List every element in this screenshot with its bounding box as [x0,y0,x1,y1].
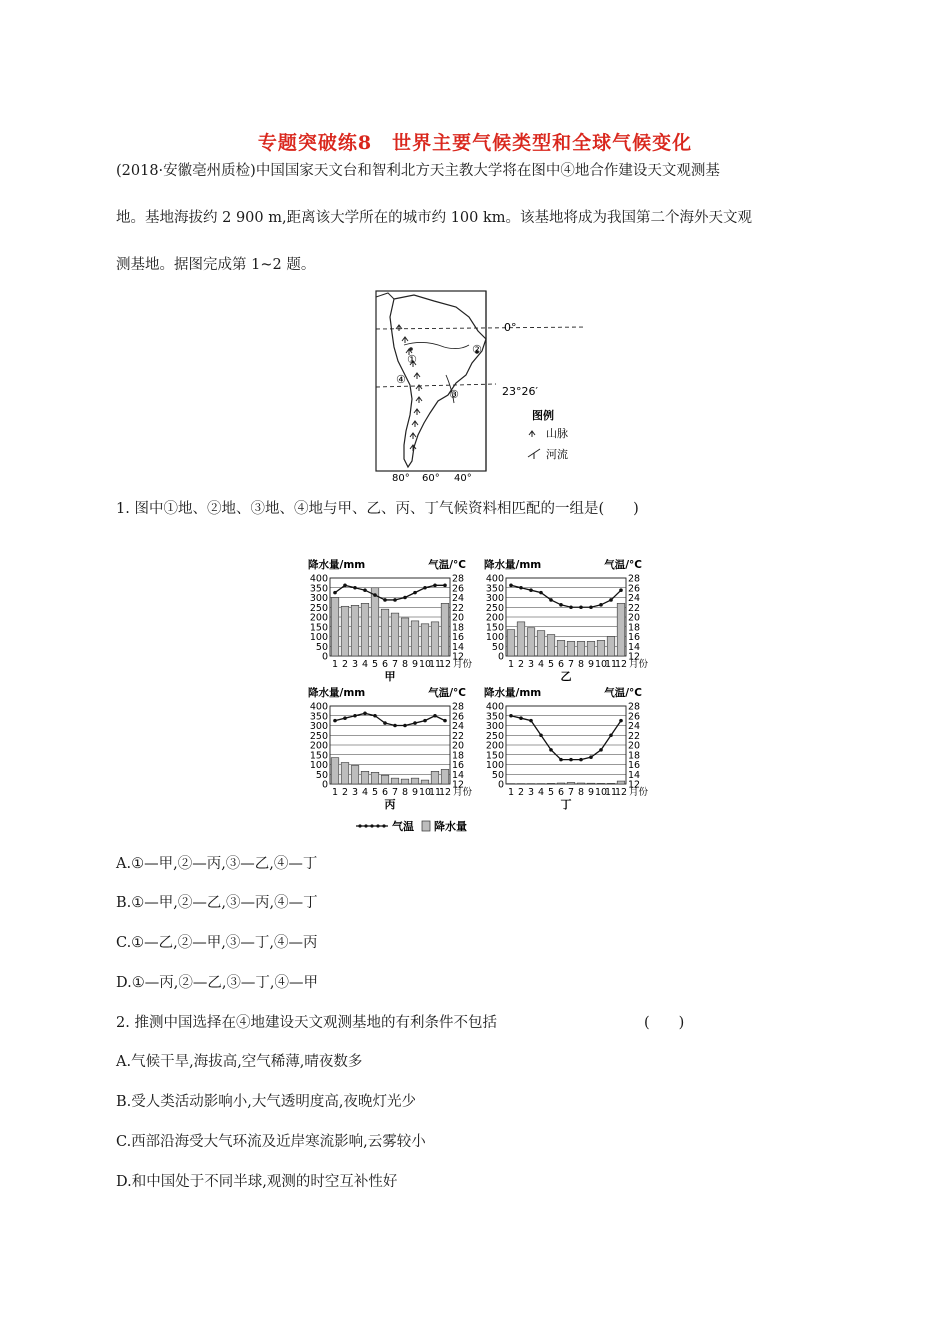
chart-name-3: 丁 [560,798,572,811]
precip-bar [441,603,449,656]
q2-option-b[interactable]: B.受人类活动影响小,大气透明度高,夜晚灯光少 [116,1094,416,1110]
chart-name-0: 甲 [384,670,396,683]
temp-tick: 26 [452,711,465,723]
month-label: 3 [351,659,359,670]
lon-60: 60° [422,473,440,484]
month-label: 1 [331,787,339,798]
month-label: 8 [401,787,409,798]
month-label: 2 [517,787,525,798]
month-label: 4 [361,787,369,798]
precip-tick: 150 [485,622,504,634]
precip-bar [567,641,575,656]
temp-point [433,584,437,588]
temp-point [519,716,523,720]
precip-tick: 0 [321,779,328,791]
temp-tick: 22 [452,602,465,614]
temp-point [333,591,337,595]
precip-bar [597,783,605,784]
point-2: ② [472,343,482,356]
temp-tick: 24 [452,721,465,732]
precip-tick: 0 [497,779,504,791]
temp-axis-title-3: 气温/°C [604,687,642,699]
precip-tick: 200 [309,612,328,624]
question-2-paren: ( ) [644,1015,685,1031]
temp-axis-title-1: 气温/°C [604,559,642,571]
month-label: 1 [331,659,339,670]
temp-point [363,712,367,716]
temp-point [579,758,583,762]
q2-option-d[interactable]: D.和中国处于不同半球,观测的时空互补性好 [116,1174,398,1190]
precip-tick: 200 [485,612,504,624]
month-label: 1 [507,787,515,798]
temp-tick: 16 [628,632,641,643]
month-unit-1: 月份 [629,659,649,670]
precip-bar [421,624,429,656]
temp-axis-title-2: 气温/°C [428,687,466,699]
precip-tick: 100 [485,632,504,643]
precip-bar [441,769,449,784]
month-label: 8 [577,787,585,798]
legend-mountain: 山脉 [546,427,568,440]
precip-bar [577,783,585,784]
temp-point [599,603,603,607]
legend-temp-point [382,824,385,827]
month-label: 2 [341,787,349,798]
month-label: 8 [577,659,585,670]
temp-point [423,719,427,723]
month-label: 4 [537,659,545,670]
precip-tick: 250 [309,602,328,614]
precip-tick: 50 [315,641,328,653]
month-unit-0: 月份 [453,659,473,670]
temp-point [539,591,543,595]
point-4: ④ [396,373,406,386]
temp-tick: 18 [452,622,465,634]
temp-point [549,748,553,752]
month-label: 7 [567,787,575,798]
temp-point [579,605,583,609]
temp-tick: 26 [628,711,641,723]
temp-point [619,719,623,723]
temp-point [373,593,377,597]
temp-tick: 20 [628,740,641,752]
precip-bar [351,765,359,784]
temp-point [609,733,613,737]
temp-tick: 14 [452,641,465,653]
temp-tick: 18 [628,750,641,762]
south-america-map [374,289,590,485]
precip-tick: 300 [309,593,328,604]
precip-tick: 50 [491,641,504,653]
month-label: 5 [371,787,379,798]
month-label: 4 [537,787,545,798]
month-label: 3 [527,659,535,670]
precip-bar [537,631,545,656]
precip-bar [361,603,369,656]
month-label: 6 [557,659,565,670]
q2-option-a[interactable]: A.气候干旱,海拔高,空气稀薄,晴夜数多 [116,1054,363,1070]
precip-tick: 400 [309,701,328,713]
month-label: 7 [391,787,399,798]
temp-point [529,719,533,723]
precip-bar [331,758,339,784]
month-unit-2: 月份 [453,787,473,798]
precip-tick: 350 [309,711,328,723]
temp-point [393,598,397,602]
temp-tick: 22 [628,602,641,614]
month-label: 9 [587,787,595,798]
precip-bar [547,783,555,784]
legend-river: 河流 [546,448,568,461]
precip-bar [577,641,585,656]
precip-tick: 150 [485,750,504,762]
temp-point [609,598,613,602]
legend-temp-point [358,824,361,827]
precip-bar [391,778,399,784]
temp-point [413,721,417,725]
precip-tick: 150 [309,622,328,634]
precip-tick: 300 [485,721,504,732]
month-label: 8 [401,659,409,670]
precip-bar [421,780,429,784]
month-label: 5 [547,787,555,798]
temp-point [559,758,563,762]
precip-tick: 250 [485,602,504,614]
legend-title: 图例 [532,409,554,422]
precip-bar [617,781,625,784]
precip-tick: 250 [309,730,328,742]
legend-temp-label: 气温 [392,820,414,833]
temp-point [443,719,447,723]
temp-axis-title-0: 气温/°C [428,559,466,571]
q1-option-d[interactable]: D.①—丙,②—乙,③—丁,④—甲 [116,975,319,991]
temp-point [373,714,377,718]
temp-tick: 20 [452,612,465,624]
month-label: 12 [438,787,452,798]
precip-bar [371,588,379,656]
temp-tick: 12 [628,651,641,663]
precip-bar [411,778,419,784]
page-title: 专题突破练8 世界主要气候类型和全球气候变化 [257,132,693,154]
precip-bar [371,772,379,784]
question-1: 1. 图中①地、②地、③地、④地与甲、乙、丙、丁气候资料相匹配的一组是( ) [116,501,639,517]
precip-bar [361,771,369,784]
temp-point [353,714,357,718]
temp-point [363,588,367,592]
equator-label: 0° [504,321,517,334]
month-label: 9 [411,659,419,670]
month-label: 6 [381,659,389,670]
legend-temp-point [364,824,367,827]
lon-80: 80° [392,473,410,484]
precip-bar [507,630,515,656]
tropic-label: 23°26′ [502,385,538,398]
precip-tick: 300 [485,593,504,604]
temp-tick: 12 [452,779,465,791]
precip-bar [331,598,339,657]
point-1: ① [407,353,417,366]
precip-bar [341,763,349,784]
precip-bar [567,782,575,784]
month-label: 12 [438,659,452,670]
temp-tick: 14 [628,769,641,781]
temp-point [423,586,427,590]
temp-point [559,603,563,607]
temp-point [443,584,447,588]
lon-40: 40° [454,473,472,484]
month-label: 9 [587,659,595,670]
month-label: 11 [428,787,442,798]
intro-line-1: (2018·安徽亳州质检)中国国家天文台和智利北方天主教大学将在图中④地合作建设天文观测基 [116,163,720,179]
precip-tick: 400 [485,701,504,713]
precip-tick: 50 [315,769,328,781]
precip-bar [557,783,565,784]
temp-point [539,733,543,737]
precip-bar [557,640,565,656]
precip-bar [381,775,389,784]
temp-tick: 24 [628,593,641,604]
precip-bar [547,635,555,656]
month-label: 5 [371,659,379,670]
temp-tick: 12 [628,779,641,791]
temp-point [569,605,573,609]
precip-axis-title-0: 降水量/mm [308,559,366,571]
precip-tick: 400 [485,573,504,585]
q1-option-a[interactable]: A.①—甲,②—丙,③—乙,④—丁 [116,856,318,872]
temp-point [333,719,337,723]
precip-axis-title-2: 降水量/mm [308,687,366,699]
temp-point [509,714,513,718]
point-3: ③ [449,388,459,401]
legend-temp-point [376,824,379,827]
chart-name-2: 丙 [384,798,396,811]
month-label: 10 [418,659,432,670]
temp-point [343,716,347,720]
temp-point [393,724,397,728]
chart-name-1: 乙 [560,670,572,683]
month-label: 1 [507,659,515,670]
precip-tick: 150 [309,750,328,762]
q1-option-b[interactable]: B.①—甲,②—乙,③—丙,④—丁 [116,895,318,911]
temp-tick: 24 [628,721,641,732]
month-label: 12 [614,787,628,798]
temp-point [383,721,387,725]
month-label: 10 [418,787,432,798]
precip-tick: 100 [309,632,328,643]
precip-axis-title-3: 降水量/mm [484,687,542,699]
precip-tick: 200 [485,740,504,752]
month-label: 6 [557,787,565,798]
month-label: 6 [381,787,389,798]
temp-point [599,748,603,752]
month-label: 11 [604,659,618,670]
precip-tick: 250 [485,730,504,742]
temp-point [569,758,573,762]
precip-bar [517,622,525,656]
month-label: 5 [547,659,555,670]
temp-tick: 14 [628,641,641,653]
temp-line [511,716,621,760]
precip-bar [381,609,389,656]
month-label: 3 [527,787,535,798]
temp-tick: 22 [452,730,465,742]
month-label: 2 [517,659,525,670]
legend-temp-point [370,824,373,827]
precip-tick: 350 [485,711,504,723]
legend-precip-label: 降水量 [434,820,467,833]
month-label: 4 [361,659,369,670]
precip-bar [431,622,439,656]
month-label: 3 [351,787,359,798]
precip-tick: 100 [485,760,504,771]
precip-bar [607,783,615,784]
temp-tick: 22 [628,730,641,742]
temp-tick: 26 [452,583,465,595]
precip-tick: 350 [485,583,504,595]
month-label: 7 [391,659,399,670]
temp-point [519,586,523,590]
temp-point [353,586,357,590]
month-label: 12 [614,659,628,670]
question-2: 2. 推测中国选择在④地建设天文观测基地的有利条件不包括 [116,1015,497,1031]
month-label: 7 [567,659,575,670]
precip-bar [351,605,359,656]
temp-tick: 26 [628,583,641,595]
temp-tick: 18 [452,750,465,762]
temp-tick: 18 [628,622,641,634]
temp-tick: 24 [452,593,465,604]
month-label: 11 [428,659,442,670]
temp-tick: 20 [628,612,641,624]
temp-tick: 28 [452,573,465,585]
precip-bar [411,621,419,656]
temp-point [529,588,533,592]
temp-tick: 12 [452,651,465,663]
precip-tick: 300 [309,721,328,732]
legend-precip-swatch [422,821,430,831]
precip-bar [587,641,595,656]
temp-tick: 16 [452,760,465,771]
temp-point [589,605,593,609]
temp-point [509,584,513,588]
precip-tick: 400 [309,573,328,585]
temp-tick: 20 [452,740,465,752]
precip-bar [341,606,349,656]
precip-bar [401,779,409,784]
precip-bar [607,637,615,657]
precip-tick: 200 [309,740,328,752]
precip-tick: 0 [321,651,328,663]
climate-charts [300,556,650,838]
precip-axis-title-1: 降水量/mm [484,559,542,571]
intro-line-2: 地。基地海拔约 2 900 m,距离该大学所在的城市约 100 km。该基地将成为我国第二个海外天文观 [116,210,753,226]
precip-bar [431,771,439,784]
month-unit-3: 月份 [629,787,649,798]
temp-point [433,714,437,718]
precip-bar [527,628,535,656]
precip-bar [587,783,595,784]
q1-option-c[interactable]: C.①—乙,②—甲,③—丁,④—丙 [116,935,318,951]
month-label: 11 [604,787,618,798]
temp-point [383,598,387,602]
temp-tick: 28 [628,701,641,713]
precip-tick: 100 [309,760,328,771]
temp-point [413,591,417,595]
temp-point [403,724,407,728]
month-label: 10 [594,659,608,670]
temp-tick: 16 [628,760,641,771]
month-label: 2 [341,659,349,670]
precip-bar [617,603,625,656]
temp-tick: 28 [452,701,465,713]
q2-option-c[interactable]: C.西部沿海受大气环流及近岸寒流影响,云雾较小 [116,1134,426,1150]
precip-tick: 0 [497,651,504,663]
precip-bar [391,613,399,656]
precip-bar [401,618,409,656]
month-label: 9 [411,787,419,798]
intro-line-3: 测基地。据图完成第 1~2 题。 [116,257,316,273]
temp-line [335,713,445,725]
precip-tick: 350 [309,583,328,595]
temp-tick: 16 [452,632,465,643]
temp-tick: 28 [628,573,641,585]
temp-point [619,588,623,592]
month-label: 10 [594,787,608,798]
temp-point [589,755,593,759]
temp-line [511,585,621,607]
precip-bar [597,640,605,656]
precip-tick: 50 [491,769,504,781]
temp-tick: 14 [452,769,465,781]
temp-point [403,596,407,600]
temp-point [549,598,553,602]
temp-point [343,584,347,588]
